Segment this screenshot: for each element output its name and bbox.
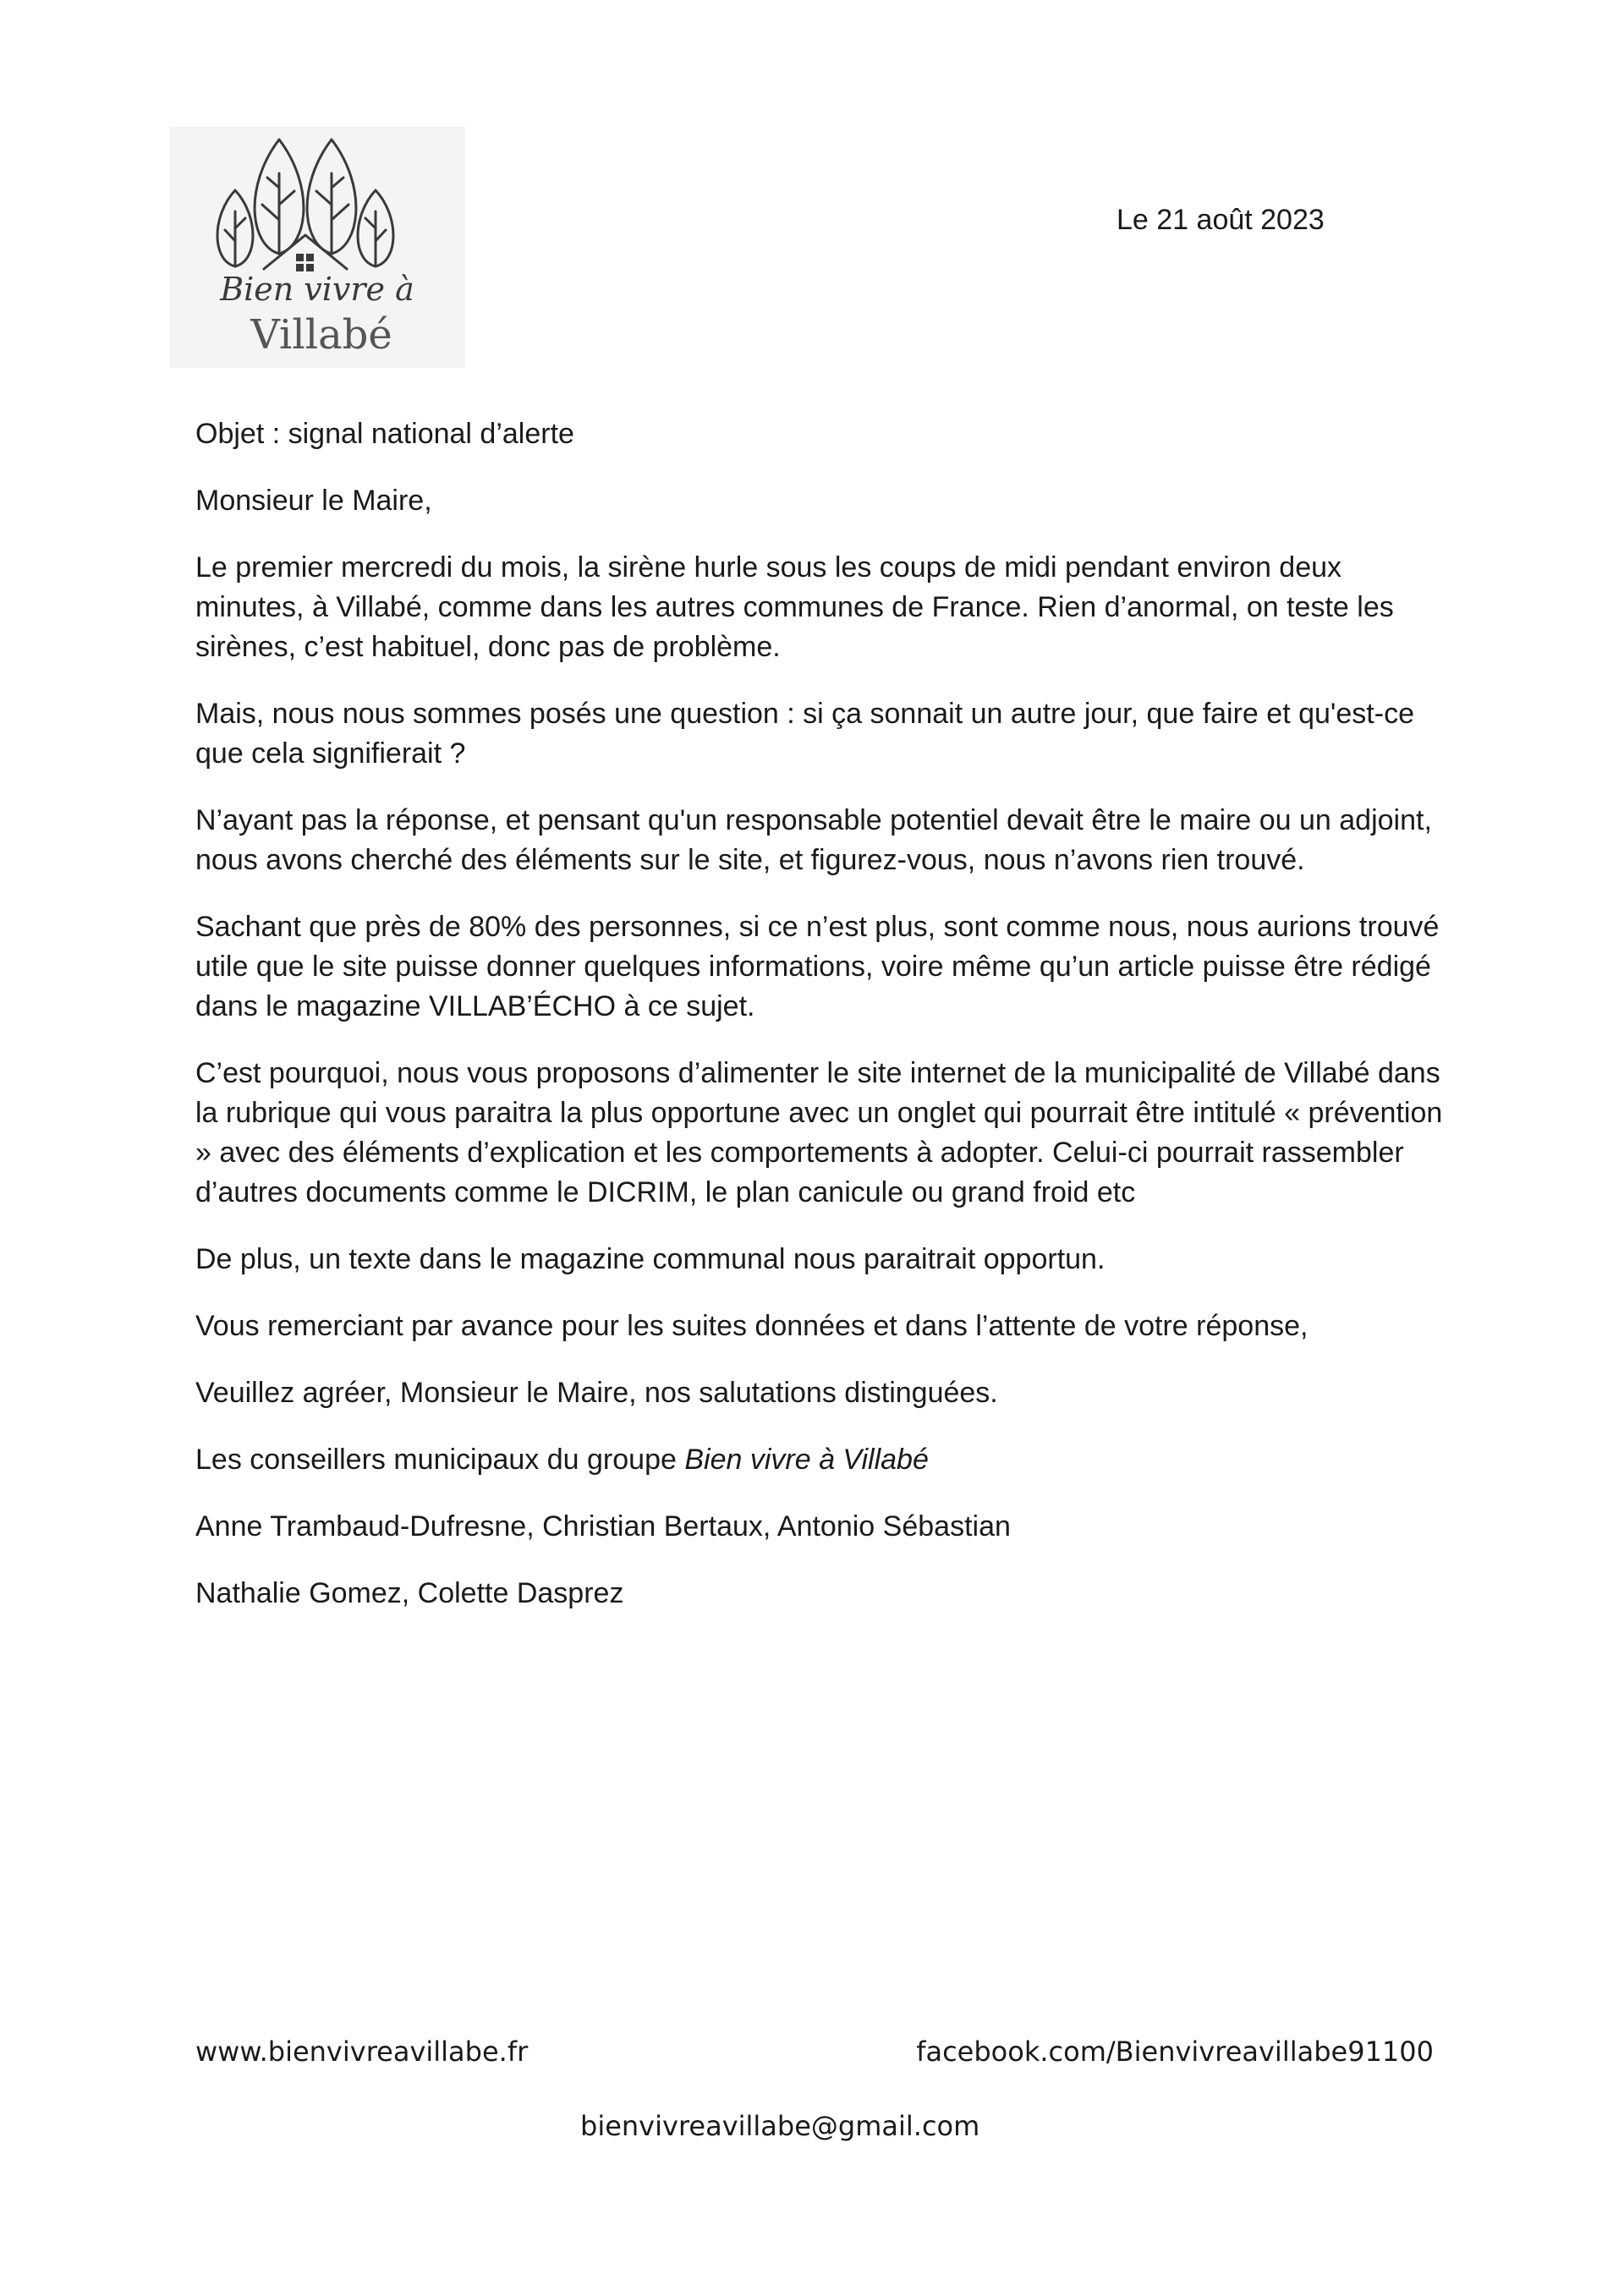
letter-paragraph: Mais, nous nous sommes posés une question : si ça sonnait un autre jour, que faire et qu'est-ce que cela signifierait ?	[195, 698, 1414, 770]
letter-subject: Objet : signal national d’alerte	[195, 418, 574, 450]
footer-facebook-link[interactable]: facebook.com/Bienvivreavillabe91100	[916, 2036, 1434, 2068]
footer-email-link[interactable]: bienvivreavillabe@gmail.com	[580, 2110, 980, 2142]
letter-paragraph: C’est pourquoi, nous vous proposons d’alimenter le site internet de la municipalité de Villabé dans la rubrique qui vous paraitra la plus opportune avec un onglet qui pourrait être intitulé « prévention » avec des éléments d’explication et les comportements à adopter. Celui-ci pourrait rassembler d’autres documents comme le DICRIM, le plan canicule ou grand froid etc	[195, 1057, 1443, 1208]
letter-body	[195, 414, 1447, 1641]
letter-date: Le 21 août 2023	[1116, 204, 1325, 236]
letter-paragraph: De plus, un texte dans le magazine communal nous paraitrait opportun.	[195, 1243, 1106, 1275]
letter-closing: Veuillez agréer, Monsieur le Maire, nos salutations distinguées.	[195, 1377, 998, 1409]
trees-house-logo-icon	[169, 127, 465, 368]
signature-intro: Les conseillers municipaux du groupe	[195, 1444, 685, 1476]
signature-names-line1: Anne Trambaud-Dufresne, Christian Bertaux, Antonio Sébastian	[195, 1510, 1011, 1543]
footer-website-link[interactable]: www.bienvivreavillabe.fr	[195, 2036, 529, 2068]
letter-paragraph: N’ayant pas la réponse, et pensant qu'un responsable potentiel devait être le maire ou un adjoint, nous avons cherché des éléments sur le site, et figurez-vous, nous n’avons rien trouvé.	[195, 804, 1432, 876]
letter-paragraph: Sachant que près de 80% des personnes, si ce n’est plus, sont comme nous, nous aurions trouvé utile que le site puisse donner quelques informations, voire même qu’un article puisse être rédigé dans le magazine VILLAB’ÉCHO à ce sujet.	[195, 911, 1440, 1022]
signature-group	[195, 1440, 1447, 1480]
letter-salutation: Monsieur le Maire,	[195, 485, 432, 517]
letter-paragraph: Vous remerciant par avance pour les suites données et dans l’attente de votre réponse,	[195, 1310, 1309, 1342]
logo-line1: Bien vivre à	[220, 271, 414, 308]
group-logo	[169, 127, 465, 368]
letter-paragraph: Le premier mercredi du mois, la sirène hurle sous les coups de midi pendant environ deux minutes, à Villabé, comme dans les autres communes de France. Rien d’anormal, on teste les sirènes, c’est habituel, donc pas de problème.	[195, 551, 1394, 663]
signature-group-name: Bien vivre à Villabé	[684, 1444, 929, 1476]
signature-names-line2: Nathalie Gomez, Colette Dasprez	[195, 1577, 624, 1609]
logo-line2: Villabé	[250, 311, 392, 359]
